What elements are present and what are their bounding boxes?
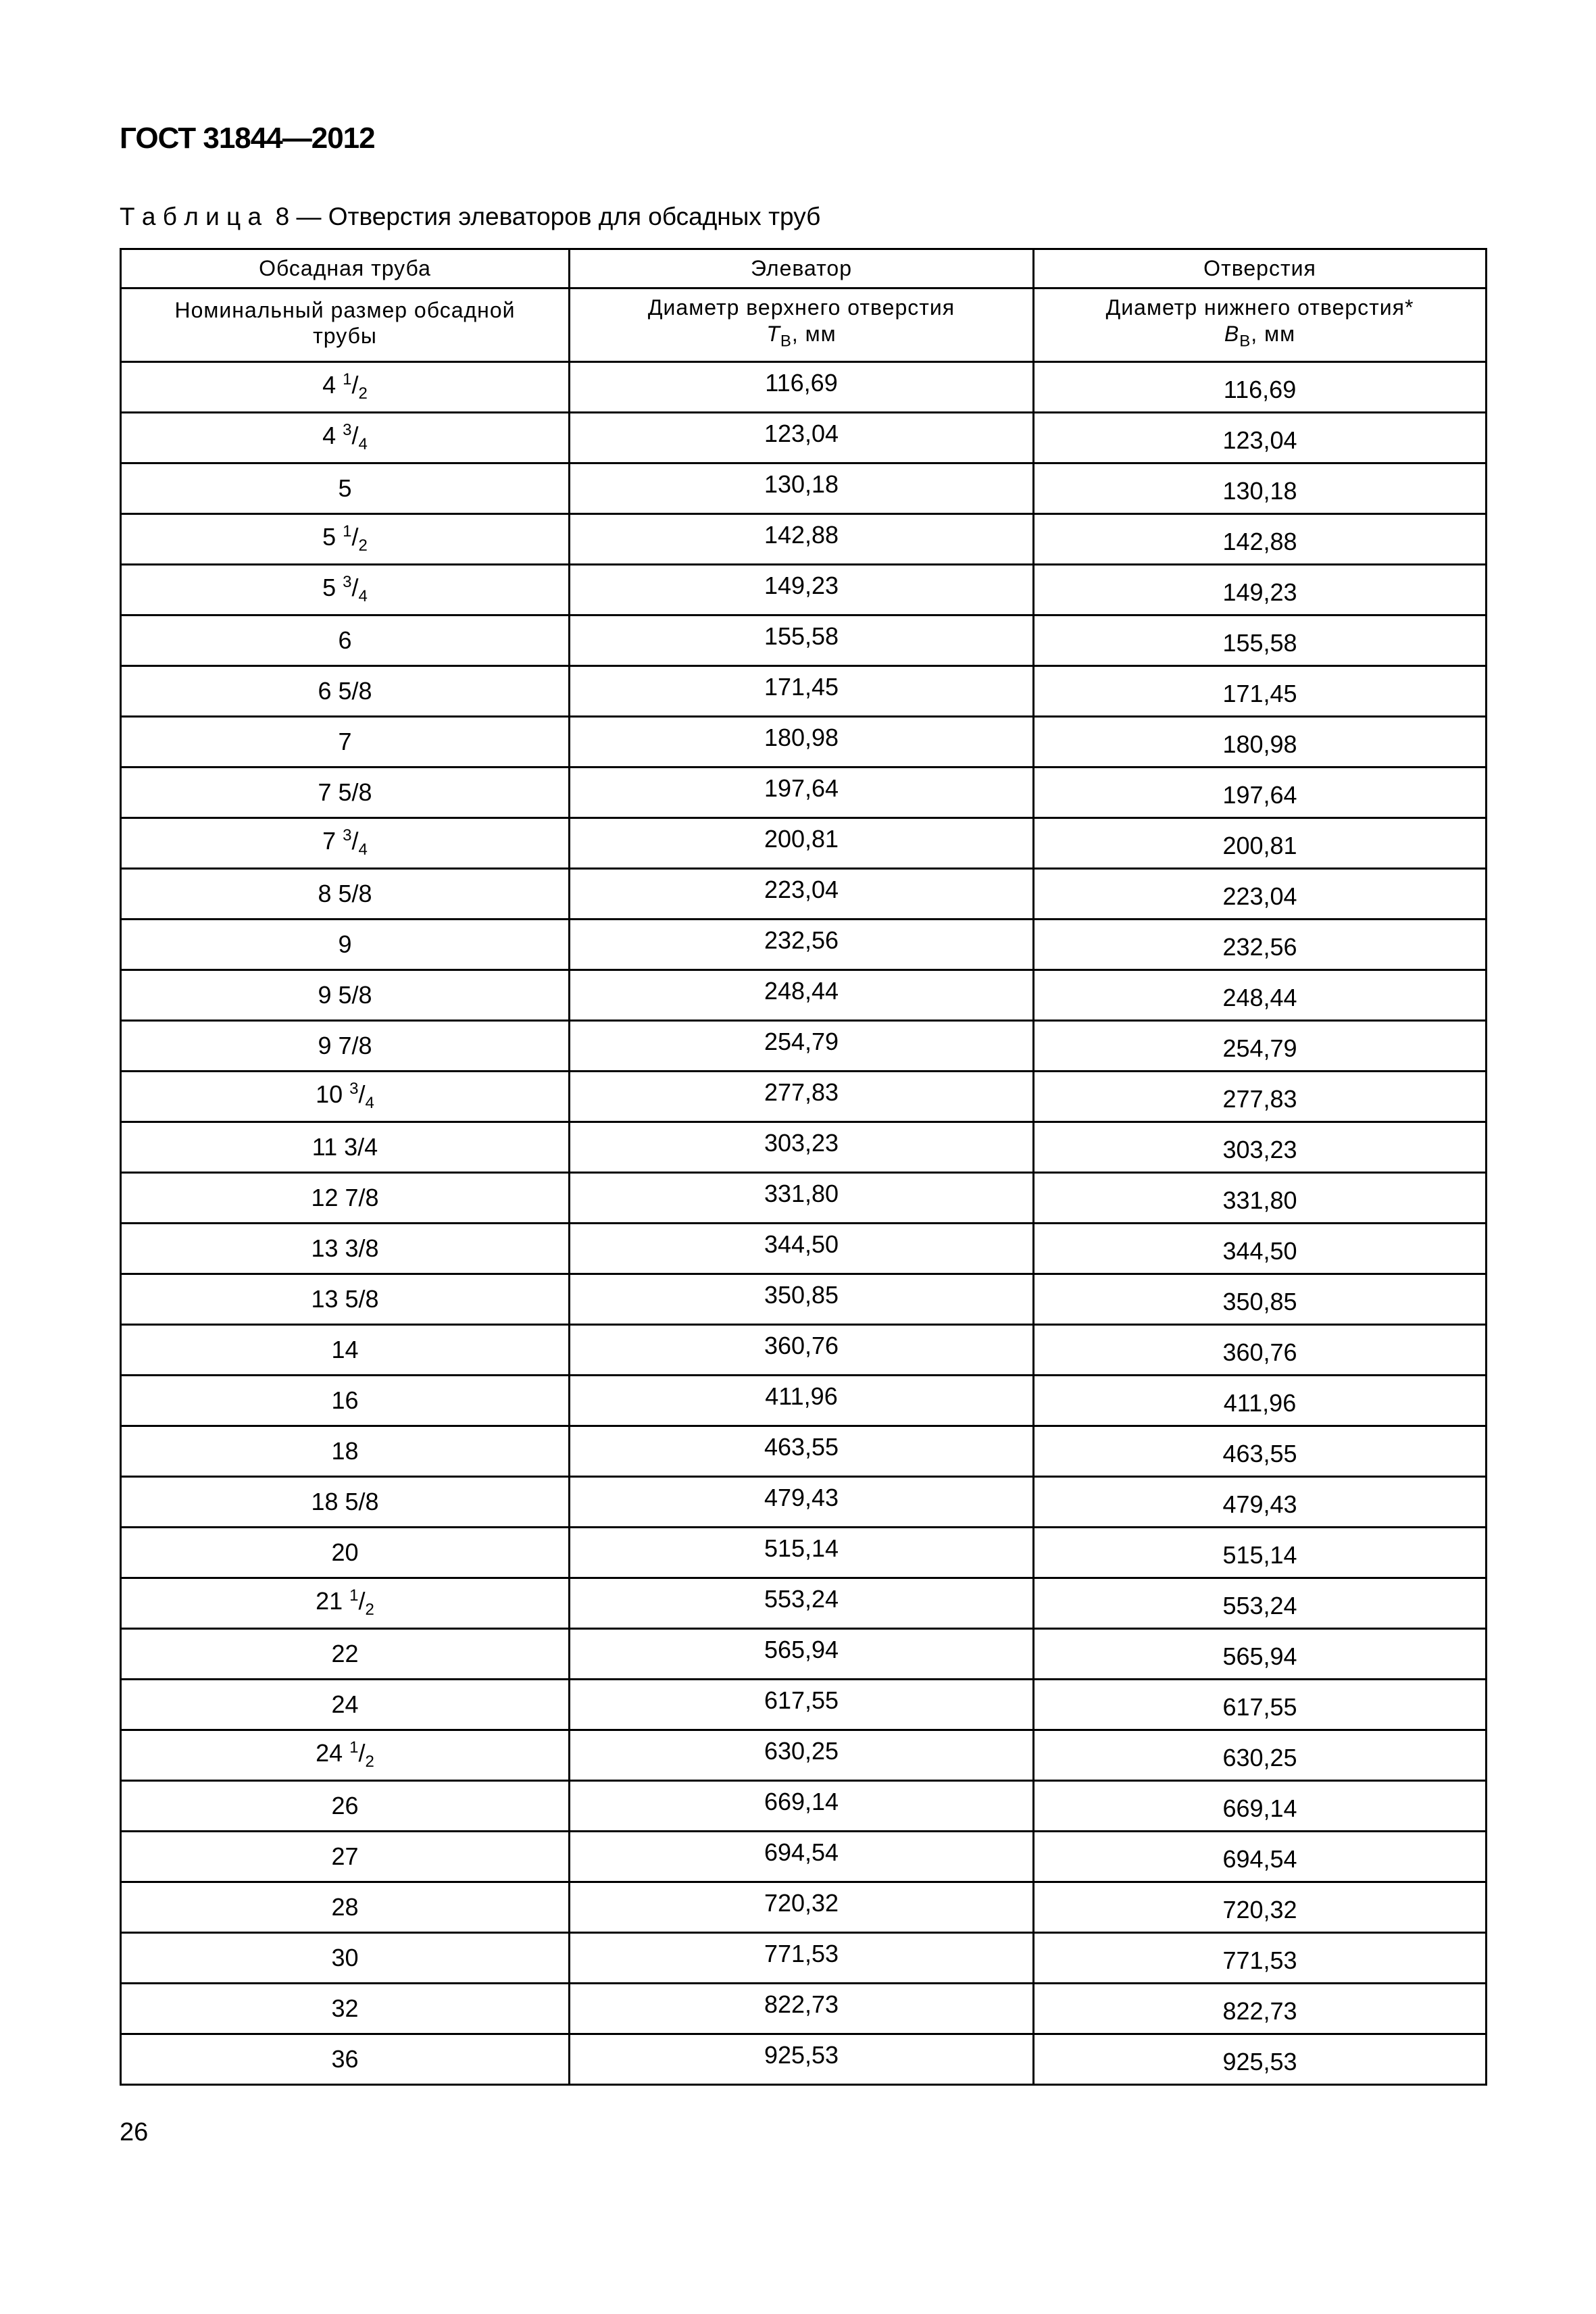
opening-diameter-value: 254,79 <box>1222 1034 1297 1063</box>
opening-diameter-cell <box>1034 1984 1487 2034</box>
symbol-t: T <box>766 321 780 346</box>
elevator-diameter-cell <box>570 1325 1034 1376</box>
elevator-diameter-value: 248,44 <box>764 977 839 1005</box>
nominal-size-cell <box>121 1426 570 1477</box>
header-elevator: Элеватор <box>570 249 1034 288</box>
opening-diameter-value: 248,44 <box>1222 984 1297 1012</box>
size-denominator: 4 <box>365 1094 374 1113</box>
symbol-t-subscript: В <box>780 331 792 350</box>
opening-diameter-value: 925,53 <box>1222 2048 1297 2076</box>
elevator-diameter-value: 553,24 <box>764 1585 839 1613</box>
size-whole: 4 <box>322 422 336 449</box>
elevator-diameter-value: 130,18 <box>764 470 839 499</box>
size-value: 26 <box>331 1792 359 1820</box>
table-row <box>121 1426 1487 1477</box>
opening-diameter-cell <box>1034 1578 1487 1629</box>
size-value: 24 <box>331 1690 359 1719</box>
opening-diameter-value: 360,76 <box>1222 1338 1297 1367</box>
opening-diameter-cell <box>1034 1173 1487 1224</box>
symbol-b-subscript: В <box>1239 331 1251 350</box>
table-row <box>121 869 1487 920</box>
elevator-diameter-cell <box>570 1781 1034 1832</box>
opening-diameter-cell <box>1034 666 1487 717</box>
table-row <box>121 1274 1487 1325</box>
nominal-size-cell <box>121 920 570 970</box>
opening-diameter-value: 630,25 <box>1222 1744 1297 1772</box>
elevator-diameter-cell <box>570 413 1034 463</box>
size-value: 13 5/8 <box>311 1285 379 1313</box>
table-row <box>121 1781 1487 1832</box>
table-row <box>121 565 1487 615</box>
size-denominator: 4 <box>358 840 368 859</box>
elevator-diameter-cell <box>570 717 1034 768</box>
table-row <box>121 1933 1487 1984</box>
opening-diameter-value: 116,69 <box>1223 376 1297 404</box>
opening-diameter-cell <box>1034 565 1487 615</box>
elevator-diameter-cell <box>570 1426 1034 1477</box>
opening-diameter-value: 350,85 <box>1222 1288 1297 1316</box>
opening-diameter-value: 617,55 <box>1222 1693 1297 1721</box>
elevator-diameter-cell <box>570 1578 1034 1629</box>
opening-diameter-cell <box>1034 1072 1487 1122</box>
opening-diameter-value: 155,58 <box>1222 629 1297 657</box>
opening-diameter-value: 123,04 <box>1222 426 1297 455</box>
opening-diameter-cell <box>1034 1680 1487 1730</box>
table-row <box>121 362 1487 413</box>
opening-diameter-cell <box>1034 1882 1487 1933</box>
nominal-size-cell <box>121 1021 570 1072</box>
table-row <box>121 1882 1487 1933</box>
elevator-diameter-cell <box>570 514 1034 565</box>
table-row <box>121 1528 1487 1578</box>
size-value: 30 <box>331 1944 359 1972</box>
elevator-diameter-value: 822,73 <box>764 1990 839 2019</box>
elevator-diameter-value: 463,55 <box>764 1433 839 1461</box>
opening-diameter-cell <box>1034 818 1487 869</box>
elevator-diameter-value: 350,85 <box>764 1281 839 1309</box>
elevator-openings-table <box>120 248 1487 2086</box>
elevator-diameter-cell <box>570 1629 1034 1680</box>
elevator-diameter-value: 116,69 <box>765 369 838 397</box>
opening-diameter-value: 149,23 <box>1222 578 1297 607</box>
nominal-size-cell <box>121 1477 570 1528</box>
nominal-size-cell <box>121 1933 570 1984</box>
size-numerator: 1 <box>343 522 352 540</box>
elevator-diameter-value: 344,50 <box>764 1230 839 1259</box>
nominal-size-cell: 7 $^3/_4$ <box>121 818 570 869</box>
nominal-size-cell: 10 $^3/_4$ <box>121 1072 570 1122</box>
size-denominator: 4 <box>358 435 368 454</box>
size-denominator: 4 <box>358 587 368 606</box>
header-lower-diameter-line1: Диаметр нижнего отверстия* <box>1105 295 1414 320</box>
size-value: 36 <box>331 2045 359 2073</box>
size-numerator: 3 <box>343 573 352 591</box>
size-numerator: 3 <box>343 826 352 845</box>
elevator-diameter-cell <box>570 565 1034 615</box>
caption-text: — Отверстия элеваторов для обсадных труб <box>289 203 821 230</box>
size-value: 18 5/8 <box>311 1488 379 1516</box>
elevator-diameter-cell <box>570 1730 1034 1781</box>
opening-diameter-cell <box>1034 1477 1487 1528</box>
size-whole: 24 <box>316 1739 343 1767</box>
elevator-diameter-value: 254,79 <box>764 1028 839 1056</box>
opening-diameter-cell <box>1034 1122 1487 1173</box>
nominal-size-cell <box>121 2034 570 2085</box>
elevator-diameter-cell <box>570 1528 1034 1578</box>
size-numerator: 1 <box>343 370 352 388</box>
table-row <box>121 514 1487 565</box>
group-header-row <box>121 249 1487 288</box>
size-denominator: 2 <box>358 384 368 403</box>
table-row <box>121 1122 1487 1173</box>
opening-diameter-value: 331,80 <box>1222 1186 1297 1215</box>
opening-diameter-cell <box>1034 1426 1487 1477</box>
nominal-size-cell <box>121 717 570 768</box>
header-separator <box>121 357 1487 362</box>
elevator-diameter-value: 720,32 <box>764 1889 839 1917</box>
header-casing-pipe: Обсадная труба <box>121 249 570 288</box>
table-row <box>121 1477 1487 1528</box>
opening-diameter-value: 669,14 <box>1222 1794 1297 1823</box>
table-row <box>121 920 1487 970</box>
nominal-size-cell: 21 $^1/_2$ <box>121 1578 570 1629</box>
elevator-diameter-cell <box>570 1832 1034 1882</box>
header-nominal-size <box>121 288 570 357</box>
opening-diameter-cell <box>1034 615 1487 666</box>
elevator-diameter-cell <box>570 920 1034 970</box>
opening-diameter-cell <box>1034 768 1487 818</box>
nominal-size-cell <box>121 1984 570 2034</box>
nominal-size-cell <box>121 1882 570 1933</box>
opening-diameter-cell <box>1034 717 1487 768</box>
opening-diameter-cell <box>1034 970 1487 1021</box>
size-numerator: 1 <box>349 1738 359 1757</box>
elevator-diameter-cell <box>570 1376 1034 1426</box>
size-value: 8 5/8 <box>318 880 372 908</box>
size-value: 14 <box>331 1336 359 1364</box>
opening-diameter-value: 223,04 <box>1222 882 1297 911</box>
opening-diameter-value: 553,24 <box>1222 1592 1297 1620</box>
table-row <box>121 970 1487 1021</box>
nominal-size-cell <box>121 615 570 666</box>
opening-diameter-cell <box>1034 1376 1487 1426</box>
nominal-size-cell <box>121 869 570 920</box>
table-row <box>121 1072 1487 1122</box>
nominal-size-cell: 4 $^3/_4$ <box>121 413 570 463</box>
nominal-size-cell <box>121 1629 570 1680</box>
table-row <box>121 666 1487 717</box>
elevator-diameter-value: 515,14 <box>764 1534 839 1563</box>
elevator-diameter-cell <box>570 1224 1034 1274</box>
table-row <box>121 1376 1487 1426</box>
size-value: 7 5/8 <box>318 778 372 807</box>
nominal-size-cell <box>121 768 570 818</box>
size-value: 16 <box>331 1386 359 1415</box>
elevator-diameter-cell <box>570 1021 1034 1072</box>
elevator-diameter-cell <box>570 2034 1034 2085</box>
sub-header-row <box>121 288 1487 357</box>
table-row <box>121 413 1487 463</box>
size-value: 27 <box>331 1842 359 1871</box>
elevator-diameter-value: 694,54 <box>764 1838 839 1867</box>
opening-diameter-value: 303,23 <box>1222 1136 1297 1164</box>
opening-diameter-value: 171,45 <box>1222 680 1297 708</box>
opening-diameter-cell <box>1034 1832 1487 1882</box>
elevator-diameter-cell <box>570 1477 1034 1528</box>
elevator-diameter-value: 669,14 <box>764 1788 839 1816</box>
header-nominal-size-line1: Номинальный размер обсадной <box>174 297 516 322</box>
caption-prefix: Т а б л и ц а 8 <box>120 203 290 230</box>
size-whole: 10 <box>316 1080 350 1108</box>
size-value: 9 <box>338 930 352 959</box>
elevator-diameter-value: 171,45 <box>764 673 839 701</box>
opening-diameter-cell <box>1034 413 1487 463</box>
nominal-size-cell: 4 $^1/_2$ <box>121 362 570 413</box>
size-whole: 4 <box>322 371 336 399</box>
size-value: 6 <box>338 626 352 655</box>
nominal-size-cell <box>121 463 570 514</box>
opening-diameter-value: 197,64 <box>1222 781 1297 809</box>
table-row <box>121 615 1487 666</box>
opening-diameter-value: 130,18 <box>1222 477 1297 505</box>
table-caption <box>120 203 820 231</box>
opening-diameter-value: 694,54 <box>1222 1845 1297 1873</box>
nominal-size-cell <box>121 1224 570 1274</box>
elevator-diameter-cell <box>570 362 1034 413</box>
opening-diameter-value: 411,96 <box>1223 1389 1297 1417</box>
opening-diameter-value: 720,32 <box>1222 1896 1297 1924</box>
opening-diameter-cell <box>1034 1730 1487 1781</box>
page-number: 26 <box>120 2118 149 2146</box>
size-value: 28 <box>331 1893 359 1921</box>
opening-diameter-cell <box>1034 869 1487 920</box>
size-value: 7 <box>338 728 352 756</box>
size-value: 13 3/8 <box>311 1234 379 1263</box>
opening-diameter-value: 277,83 <box>1222 1085 1297 1113</box>
size-whole: 5 <box>322 523 336 551</box>
size-value: 9 5/8 <box>318 981 372 1009</box>
elevator-diameter-value: 617,55 <box>764 1686 839 1715</box>
table-row <box>121 1832 1487 1882</box>
table-row <box>121 2034 1487 2085</box>
unit-mm: , мм <box>791 321 837 346</box>
document-header: ГОСТ 31844—2012 <box>120 122 375 155</box>
size-value: 18 <box>331 1437 359 1465</box>
elevator-diameter-cell <box>570 615 1034 666</box>
nominal-size-cell <box>121 1274 570 1325</box>
nominal-size-cell <box>121 1122 570 1173</box>
elevator-diameter-cell <box>570 1274 1034 1325</box>
size-value: 5 <box>338 474 352 503</box>
size-value: 32 <box>331 1994 359 2023</box>
opening-diameter-cell <box>1034 920 1487 970</box>
size-value: 11 3/4 <box>311 1133 378 1161</box>
elevator-diameter-value: 331,80 <box>764 1180 839 1208</box>
opening-diameter-value: 232,56 <box>1222 933 1297 961</box>
table-row <box>121 1325 1487 1376</box>
header-nominal-size-line2: трубы <box>313 324 377 348</box>
opening-diameter-value: 479,43 <box>1222 1490 1297 1519</box>
table-row <box>121 818 1487 869</box>
elevator-diameter-cell <box>570 1882 1034 1933</box>
opening-diameter-value: 200,81 <box>1222 832 1297 860</box>
header-openings: Отверстия <box>1034 249 1487 288</box>
header-lower-diameter <box>1034 288 1487 357</box>
opening-diameter-cell <box>1034 1528 1487 1578</box>
elevator-diameter-cell <box>570 970 1034 1021</box>
elevator-diameter-value: 360,76 <box>764 1332 839 1360</box>
elevator-diameter-cell <box>570 1122 1034 1173</box>
elevator-diameter-value: 155,58 <box>764 622 839 651</box>
nominal-size-cell <box>121 666 570 717</box>
elevator-diameter-cell <box>570 666 1034 717</box>
opening-diameter-cell <box>1034 362 1487 413</box>
size-value: 9 7/8 <box>318 1032 372 1060</box>
opening-diameter-cell <box>1034 463 1487 514</box>
elevator-diameter-cell <box>570 1984 1034 2034</box>
opening-diameter-value: 565,94 <box>1222 1642 1297 1671</box>
elevator-diameter-value: 411,96 <box>765 1382 838 1411</box>
opening-diameter-value: 344,50 <box>1222 1237 1297 1265</box>
table-row <box>121 1984 1487 2034</box>
header-upper-diameter-line1: Диаметр верхнего отверстия <box>647 295 955 320</box>
nominal-size-cell: 5 $^3/_4$ <box>121 565 570 615</box>
elevator-diameter-value: 630,25 <box>764 1737 839 1765</box>
size-denominator: 2 <box>365 1753 374 1771</box>
elevator-diameter-cell <box>570 768 1034 818</box>
opening-diameter-value: 515,14 <box>1222 1541 1297 1569</box>
opening-diameter-cell <box>1034 1224 1487 1274</box>
elevator-diameter-cell <box>570 869 1034 920</box>
size-numerator: 3 <box>349 1080 359 1098</box>
elevator-diameter-cell <box>570 1680 1034 1730</box>
unit-mm: , мм <box>1251 321 1296 346</box>
opening-diameter-cell <box>1034 514 1487 565</box>
table-row <box>121 463 1487 514</box>
elevator-diameter-value: 180,98 <box>764 724 839 752</box>
table-row <box>121 1224 1487 1274</box>
size-denominator: 2 <box>358 536 368 555</box>
table-row <box>121 1173 1487 1224</box>
opening-diameter-cell <box>1034 1629 1487 1680</box>
elevator-diameter-value: 565,94 <box>764 1636 839 1664</box>
elevator-diameter-value: 303,23 <box>764 1129 839 1157</box>
elevator-diameter-value: 123,04 <box>764 420 839 448</box>
opening-diameter-cell <box>1034 1325 1487 1376</box>
elevator-diameter-value: 142,88 <box>764 521 839 549</box>
elevator-diameter-value: 149,23 <box>764 572 839 600</box>
table-row <box>121 768 1487 818</box>
elevator-diameter-value: 771,53 <box>764 1940 839 1968</box>
elevator-diameter-cell <box>570 818 1034 869</box>
opening-diameter-cell <box>1034 1274 1487 1325</box>
elevator-diameter-value: 232,56 <box>764 926 839 955</box>
opening-diameter-cell <box>1034 1021 1487 1072</box>
opening-diameter-value: 771,53 <box>1222 1946 1297 1975</box>
nominal-size-cell <box>121 1680 570 1730</box>
size-numerator: 1 <box>349 1586 359 1605</box>
opening-diameter-cell <box>1034 1933 1487 1984</box>
elevator-diameter-value: 200,81 <box>764 825 839 853</box>
size-value: 6 5/8 <box>318 677 372 705</box>
elevator-diameter-cell <box>570 463 1034 514</box>
table-row <box>121 1680 1487 1730</box>
table-row <box>121 717 1487 768</box>
opening-diameter-value: 142,88 <box>1222 528 1297 556</box>
elevator-diameter-cell <box>570 1072 1034 1122</box>
opening-diameter-cell <box>1034 1781 1487 1832</box>
symbol-b: B <box>1224 321 1240 346</box>
nominal-size-cell <box>121 1528 570 1578</box>
nominal-size-cell <box>121 1832 570 1882</box>
elevator-diameter-cell <box>570 1173 1034 1224</box>
nominal-size-cell <box>121 1781 570 1832</box>
elevator-diameter-value: 925,53 <box>764 2041 839 2069</box>
opening-diameter-value: 463,55 <box>1222 1440 1297 1468</box>
nominal-size-cell <box>121 1376 570 1426</box>
size-value: 20 <box>331 1538 359 1567</box>
table-row <box>121 1578 1487 1629</box>
table-row <box>121 1629 1487 1680</box>
size-whole: 7 <box>322 827 343 855</box>
size-whole: 21 <box>316 1587 343 1615</box>
table-row <box>121 1021 1487 1072</box>
elevator-diameter-cell <box>570 1933 1034 1984</box>
size-value: 12 7/8 <box>311 1184 379 1212</box>
elevator-diameter-value: 479,43 <box>764 1484 839 1512</box>
table-row <box>121 1730 1487 1781</box>
nominal-size-cell: 5 $^1/_2$ <box>121 514 570 565</box>
nominal-size-cell: 24 $^1/_2$ <box>121 1730 570 1781</box>
size-denominator: 2 <box>365 1601 374 1619</box>
size-whole: 5 <box>322 574 343 601</box>
opening-diameter-value: 180,98 <box>1222 730 1297 759</box>
elevator-diameter-value: 197,64 <box>764 774 839 803</box>
size-numerator: 3 <box>343 421 352 439</box>
opening-diameter-value: 822,73 <box>1222 1997 1297 2026</box>
opening-diameter-cell <box>1034 2034 1487 2085</box>
nominal-size-cell <box>121 970 570 1021</box>
elevator-diameter-value: 223,04 <box>764 876 839 904</box>
header-upper-diameter <box>570 288 1034 357</box>
nominal-size-cell <box>121 1173 570 1224</box>
size-value: 22 <box>331 1640 359 1668</box>
elevator-diameter-value: 277,83 <box>764 1078 839 1107</box>
nominal-size-cell <box>121 1325 570 1376</box>
